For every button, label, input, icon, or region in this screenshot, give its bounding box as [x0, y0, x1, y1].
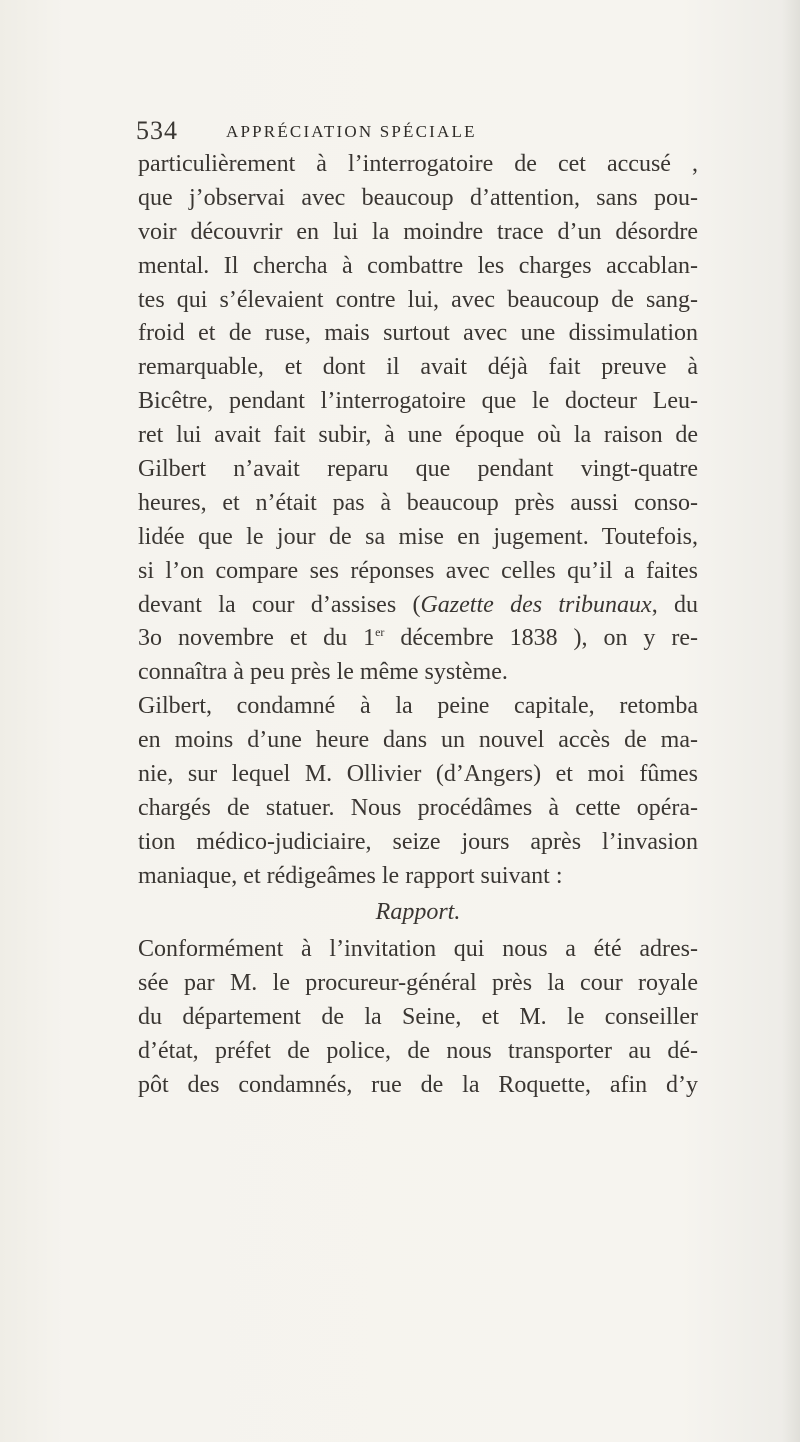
- section-title: Rapport.: [375, 898, 461, 925]
- text-line: ret lui avait fait subir, à une époque où la raison de: [138, 422, 698, 449]
- running-head: APPRÉCIATION SPÉCIALE: [226, 122, 477, 141]
- text-line-citation: [138, 589, 698, 623]
- citation-title: Gazette des tribunaux: [420, 591, 652, 618]
- text-line: pôt des condamnés, rue de la Roquette, afin d’y: [138, 1072, 698, 1099]
- text-line: Bicêtre, pendant l’interrogatoire que le docteur Leu-: [138, 388, 698, 415]
- text-line: froid et de ruse, mais surtout avec une dissimulation: [138, 320, 698, 347]
- text-line: tion médico-judiciaire, seize jours après l’invasion: [138, 828, 698, 855]
- text-line: Gilbert n’avait reparu que pendant vingt-quatre: [138, 456, 698, 483]
- text-line: tes qui s’élevaient contre lui, avec beaucoup de sang-: [138, 286, 698, 313]
- text-line: Gilbert, condamné à la peine capitale, retomba: [138, 693, 698, 720]
- text-line: particulièrement à l’interrogatoire de cet accusé ,: [138, 151, 698, 177]
- text-line: que j’observai avec beaucoup d’attention, sans pou-: [138, 184, 698, 211]
- text-line: Conformément à l’invitation qui nous a été adres-: [138, 936, 698, 963]
- date-lead: 3o novembre et du 1: [138, 625, 376, 652]
- ordinal-superscript: er: [375, 625, 385, 640]
- text-line: chargés de statuer. Nous procédâmes à cette opéra-: [138, 794, 698, 821]
- text-line: heures, et n’était pas à beaucoup près aussi conso-: [138, 489, 698, 516]
- text-line: en moins d’une heure dans un nouvel accès de ma-: [138, 727, 698, 754]
- body-text: [138, 148, 698, 1103]
- page-edge-shadow: [782, 0, 800, 1442]
- text-line: d’état, préfet de police, de nous transporter au dé-: [138, 1038, 698, 1065]
- text-line: lidée que le jour de sa mise en jugement. Toutefois,: [138, 523, 698, 550]
- text-line: nie, sur lequel M. Ollivier (d’Angers) et moi fûmes: [138, 761, 698, 788]
- text-line: sée par M. le procureur-général près la cour royale: [138, 970, 698, 997]
- text-line: du département de la Seine, et M. le conseiller: [138, 1004, 698, 1031]
- text-line: mental. Il chercha à combattre les charges accablan-: [138, 252, 698, 279]
- text-line: maniaque, et rédigeâmes le rapport suivant :: [138, 862, 563, 889]
- citation-lead: devant la cour d’assises (: [138, 591, 421, 618]
- date-tail: décembre 1838 ), on y re-: [384, 625, 698, 652]
- citation-tail: , du: [651, 591, 698, 618]
- page-number: 534: [136, 116, 178, 145]
- text-line: remarquable, et dont il avait déjà fait preuve à: [138, 354, 698, 381]
- text-line-date: [138, 622, 698, 656]
- text-line: connaîtra à peu près le même système.: [138, 659, 508, 686]
- text-line: si l’on compare ses réponses avec celles qu’il a faites: [138, 557, 698, 584]
- text-line: voir découvrir en lui la moindre trace d’un désordre: [138, 218, 698, 245]
